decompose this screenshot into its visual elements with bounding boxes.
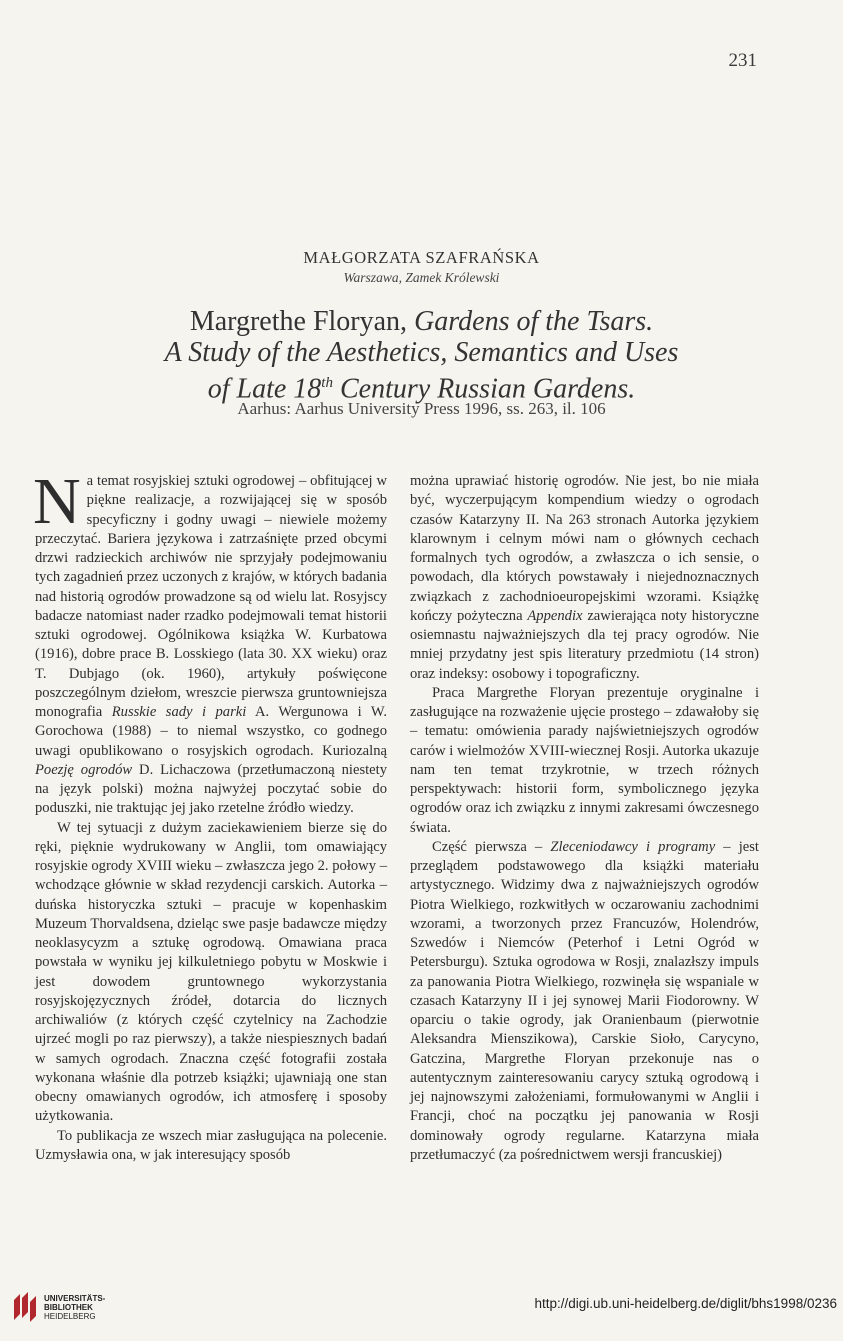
library-name [44, 1294, 105, 1321]
text-run: a temat rosyjskiej sztuki ogrodowej – obfitującej w piękne realizacje, a rozwijającej się w sposób specyficzny i godny uwagi – niewiele możemy przeczytać. Bariera językowa i zatrzaśnięte przed obcymi drzwi radzieckich archiwów nie sprzyjały podejmowaniu tych zagadnień przez uczonych z krajów, w których badania nad historią ogrodów prowadzone są od wielu lat. Rosyjscy badacze natomiast nader rzadko podejmowali temat historii sztuki ogrodowej. Ogólnikowa książka W. Kurbatowa (1916), dobre prace B. Losskiego (lata 30. XX wieku) oraz T. Dubjago (ok. 1960), artykuły poświęcone poszczególnym dziełom, wreszcie pierwsza gruntowniejsza monografia [35, 473, 387, 720]
italic-title: Russkie sady i parki [111, 704, 247, 720]
page-number: 231 [728, 50, 757, 71]
text-run: zawierająca noty historyczne osiemnastu najważniejszych dla tej pracy ogrodów. Nie mniej przydatny jest spis literatury przedmiotu (14 stron) oraz indeksy: osobowy i topograficzny. [410, 607, 759, 682]
paragraph: To publikacja ze wszech miar zasługująca na polecenie. Uzmysławia ona, w jak interesujący sposób [35, 1127, 387, 1163]
library-logo-icon [10, 1290, 38, 1324]
text-run: – jest przeglądem podstawowego dla książki materiału artystycznego. Widzimy dwa z najważniejszych ogrodów Piotra Wielkiego, rozkwitłych w oczarowaniu zachodnimi wzorami, a tworzonych przez Francuzów, Holendrów, Szwedów i Niemców (Peterhof i Letni Ogród w Petersburgu). Sztuka ogrodowa w Rosji, znalazłszy impuls za panowania Piotra Wielkiego, rozwinęła się wspaniale w czasach Katarzyny II i jej synowej Marii Fiodorowny. W oparciu o takie ogrody, jak Oranienbaum (pierwotnie Aleksandra Mienszikowa), Carskie Sioło, Carycyno, Gatczina, Margrethe Floryan przekonuje nas o autentycznym zainteresowaniu carycy sztuką ogrodową i jej najnowszymi założeniami, formułowanymi w Anglii i Francji, choć na początku jej panowania w Rosji dominowały ogrody regularne. Katarzyna miała przetłumaczyć (za pośrednictwem wersji francuskiej) [410, 838, 759, 1163]
text-run: można uprawiać historię ogrodów. Nie jest, bo nie miała być, wyczerpującym kompendium wiedzy o ogrodach czasów Katarzyny II. Na 263 stronach Autorka językiem klarownym i celnym mówi nam o głównych cechach formalnych tych ogrodów, a zwłaszcza o ich sensie, o powodach, dla których powstawały i niejednoznacznych związkach z zachodnioeuropejskimi wzorami. Książkę kończy pożyteczna [410, 473, 759, 624]
paragraph [410, 838, 759, 1165]
italic-title: Poezję ogrodów [35, 761, 133, 778]
title-line-1 [0, 306, 843, 337]
author-affiliation: Warszawa, Zamek Królewski [343, 270, 500, 285]
source-url-link[interactable]: http://digi.ub.uni-heidelberg.de/diglit/bhs1998/0236 [534, 1296, 837, 1311]
library-line: HEIDELBERG [44, 1312, 96, 1321]
paragraph: W tej sytuacji z dużym zaciekawieniem bierze się do ręki, pięknie wydrukowany w Anglii, tom omawiający rosyjskie ogrody XVIII wieku – zwłaszcza jego 2. połowy – wchodzące głównie w skład rezydencji carskich. Autorka – duńska historyczka sztuki – pracuje w kopenhaskim Muzeum Thorvaldsena, dzieląc swe pasje badawcze między neoklasycyzm a sztukę ogrodową. Omawiana praca powstała w wyniku jej kilkuletniego pobytu w Moskwie i jest dowodem gruntownego wykorzystania rosyjskojęzycznych źródeł, dotarcia do licznych archiwaliów (z których część czytelnicy na Zachodzie ujrzeć mogli po raz pierwszy), a także niespiesznych badań w samych ogrodach. Znaczna część fotografii została wykonana właśnie dla potrzeb książki; ujawniają one stan obecny omawianych ogrodów, ich atmosferę i sposoby użytkowania. [35, 819, 387, 1125]
title-author: Margrethe Floryan, [189, 306, 415, 337]
title-line-3b: Century Russian Gardens. [332, 373, 636, 405]
footer [0, 1282, 843, 1332]
paragraph [410, 472, 759, 684]
library-line: UNIVERSITÄTS- [44, 1294, 106, 1303]
text-run: Część pierwsza – [432, 838, 551, 855]
text-run: A. Wergunowa i W. Gorochowa (1988) – to niemal wszystko, co godnego uwagi opublikowano o rosyjskich ogrodach. Kuriozalną [35, 704, 387, 759]
drop-cap: N [33, 465, 81, 538]
paragraph: Praca Margrethe Floryan prezentuje oryginalne i zasługujące na rozważenie ujęcie prostego – zdawałoby się – tematu: omówienia parady najświetniejszych ogrodów carów i wielmożów XVIII-wiecznej Rosji. Autorka ukazuje nam ten temat trzykrotnie, w trzech różnych perspektywach: historii form, symbolicznego języka ogrodów oraz ich związku z innymi zakresami ówczesnego świata. [410, 684, 759, 836]
text-run: D. Lichaczowa (przetłumaczoną niestety na język polski) można najwyżej poczytać sobie do poduszki, nie traktując jej jako rzetelne źródło wiedzy. [35, 761, 388, 817]
title-superscript: th [321, 375, 333, 391]
publication-info: Aarhus: Aarhus University Press 1996, ss. 263, il. 106 [237, 399, 606, 418]
left-column [33, 465, 388, 1165]
review-title [0, 306, 843, 404]
title-line-3a: of Late 18 [207, 373, 322, 405]
title-book-main: Gardens of the Tsars. [414, 306, 654, 337]
paragraph [33, 465, 388, 819]
library-line: BIBLIOTHEK [44, 1303, 93, 1312]
right-column [410, 472, 759, 1165]
title-line-2: A Study of the Aesthetics, Semantics and Uses [164, 337, 679, 368]
italic-title: Zleceniodawcy i programy [550, 838, 716, 855]
author-name: MAŁGORZATA SZAFRAŃSKA [303, 248, 540, 267]
italic-title: Appendix [527, 607, 583, 624]
